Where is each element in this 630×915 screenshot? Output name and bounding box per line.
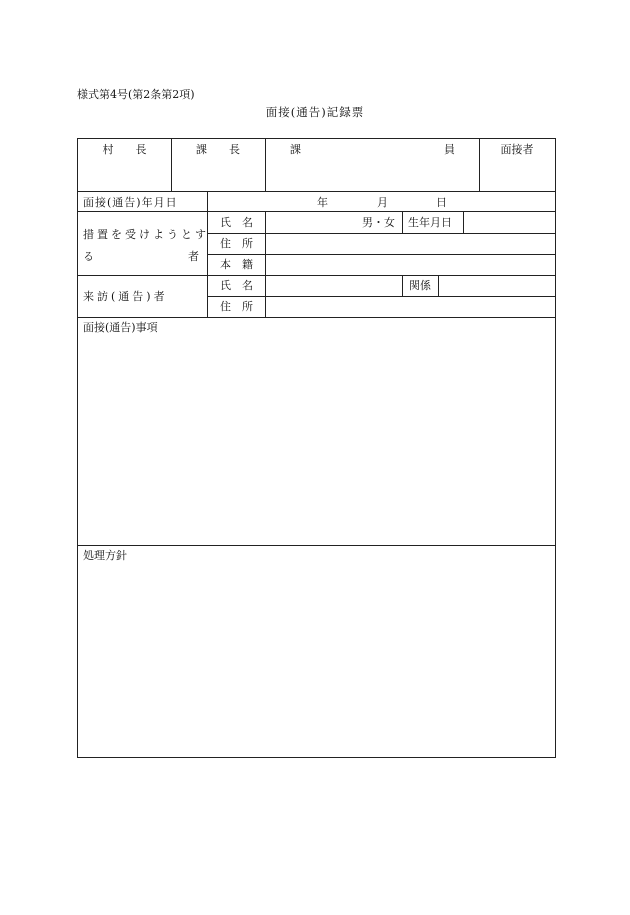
visitor-relation-field[interactable] [439, 276, 555, 296]
subject-birthdate-label: 生年月日 [408, 216, 452, 229]
record-form-table [77, 138, 556, 758]
interview-date-label: 面接(通告)年月日 [83, 196, 178, 209]
visitor-address-label: 住 所 [220, 300, 253, 313]
subject-sex-option[interactable]: 男・女 [362, 216, 395, 229]
section-chief-label: 課 長 [196, 143, 240, 156]
visitor-label: 来訪(通告)者 [83, 290, 168, 303]
date-month-label: 月 [377, 196, 388, 209]
document-title: 面接(通告)記録票 [265, 105, 365, 119]
subject-person-label-cont: る [83, 250, 94, 263]
date-year-label: 年 [317, 196, 328, 209]
subject-domicile-label: 本 籍 [220, 258, 253, 271]
form-number: 様式第4号(第2条第2項) [77, 88, 195, 101]
subject-address-label: 住 所 [220, 237, 253, 250]
col-divider [402, 211, 403, 233]
subject-person-label-end: 者 [188, 250, 199, 263]
section-staff-stamp-field[interactable] [266, 157, 479, 191]
col-divider [402, 275, 403, 296]
visitor-name-field[interactable] [266, 276, 402, 296]
visitor-name-label: 氏 名 [220, 279, 253, 292]
subject-address-field[interactable] [266, 234, 555, 254]
subject-birthdate-field[interactable] [464, 212, 555, 233]
interviewer-label: 面接者 [500, 143, 534, 156]
interviewer-stamp-field[interactable] [480, 157, 555, 191]
section-label: 課 [290, 143, 301, 156]
visitor-address-field[interactable] [266, 297, 555, 317]
visitor-relation-label: 関係 [409, 279, 431, 292]
date-day-label: 日 [436, 196, 447, 209]
subject-name-label: 氏 名 [220, 216, 253, 229]
village-head-label: 村 長 [102, 143, 147, 156]
village-head-stamp-field[interactable] [78, 157, 171, 191]
handling-policy-field[interactable] [78, 564, 555, 757]
row-divider [78, 317, 555, 318]
subject-person-label: 措置を受けようとす [83, 228, 209, 241]
interview-matters-field[interactable] [78, 336, 555, 545]
section-chief-stamp-field[interactable] [172, 157, 265, 191]
subject-domicile-field[interactable] [266, 255, 555, 275]
row-divider [78, 545, 555, 546]
handling-policy-label: 処理方針 [83, 549, 127, 562]
interview-matters-label: 面接(通告)事項 [83, 321, 158, 334]
staff-label: 員 [444, 143, 455, 156]
